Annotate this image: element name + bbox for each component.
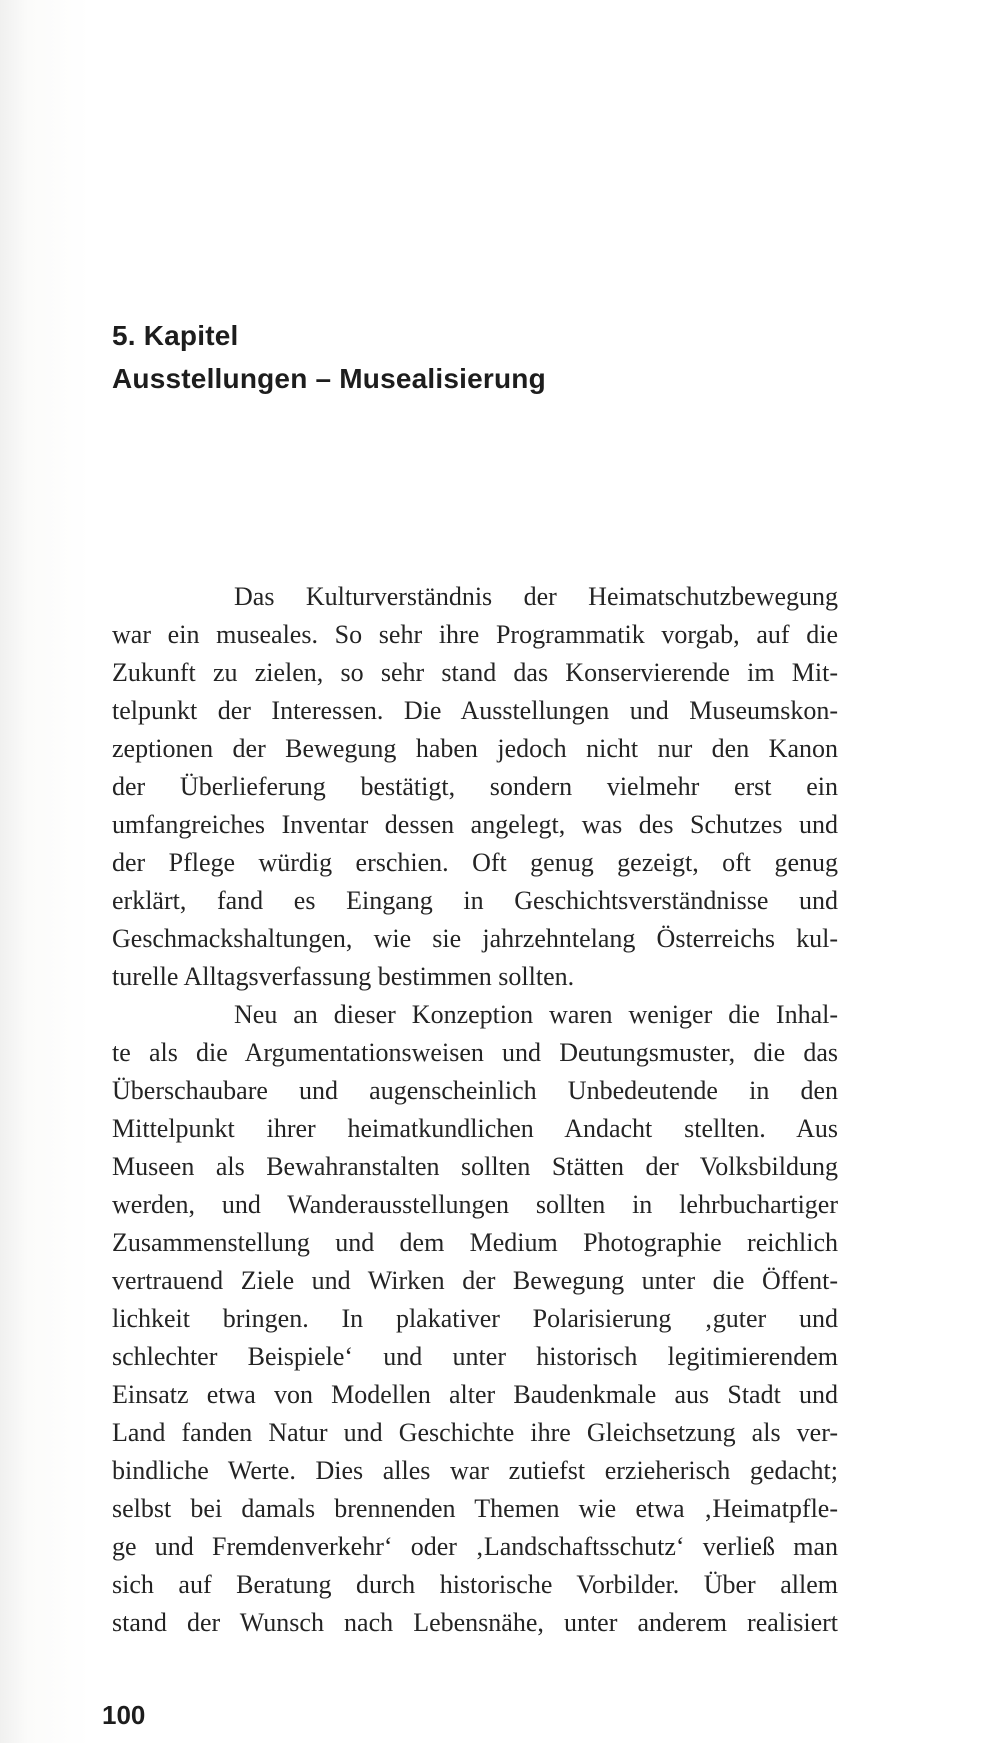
text-line: te als die Argumentationsweisen und Deutungsmuster, die das xyxy=(112,1038,838,1067)
text-line: Museen als Bewahranstalten sollten Stätten der Volksbildung xyxy=(112,1152,838,1181)
page-number: 100 xyxy=(102,1700,146,1730)
text-line: werden, und Wanderausstellungen sollten in lehrbuchartiger xyxy=(112,1190,838,1219)
chapter-heading xyxy=(112,314,546,400)
text-line: Überschaubare und augenscheinlich Unbedeutende in den xyxy=(112,1076,838,1105)
text-line: Land fanden Natur und Geschichte ihre Gleichsetzung als ver- xyxy=(112,1418,838,1447)
text-line: turelle Alltagsverfassung bestimmen sollten. xyxy=(112,962,575,991)
text-line: war ein museales. So sehr ihre Programmatik vorgab, auf die xyxy=(112,620,838,649)
text-line: vertrauend Ziele und Wirken der Bewegung unter die Öffent- xyxy=(112,1266,838,1295)
text-line: umfangreiches Inventar dessen angelegt, was des Schutzes und xyxy=(112,810,838,839)
text-line: schlechter Beispiele‘ und unter historisch legitimierendem xyxy=(112,1342,838,1371)
text-line: stand der Wunsch nach Lebensnähe, unter anderem realisiert xyxy=(112,1608,838,1637)
text-line: der Überlieferung bestätigt, sondern vielmehr erst ein xyxy=(112,772,838,801)
text-line: Zusammenstellung und dem Medium Photographie reichlich xyxy=(112,1228,838,1257)
text-line: lichkeit bringen. In plakativer Polarisierung ‚guter und xyxy=(112,1304,838,1333)
text-line: telpunkt der Interessen. Die Ausstellungen und Museumskon- xyxy=(112,696,838,725)
text-line: Mittelpunkt ihrer heimatkundlichen Andacht stellten. Aus xyxy=(112,1114,838,1143)
text-line: Einsatz etwa von Modellen alter Baudenkmale aus Stadt und xyxy=(112,1380,838,1409)
body-text xyxy=(112,578,838,1642)
chapter-number: 5. Kapitel xyxy=(112,320,239,351)
text-line: Geschmackshaltungen, wie sie jahrzehntelang Österreichs kul- xyxy=(112,924,838,953)
text-line: der Pflege würdig erschien. Oft genug gezeigt, oft genug xyxy=(112,848,838,877)
chapter-title: Ausstellungen – Musealisierung xyxy=(112,363,546,394)
text-line: sich auf Beratung durch historische Vorbilder. Über allem xyxy=(112,1570,838,1599)
text-line: Das Kulturverständnis der Heimatschutzbewegung xyxy=(234,582,838,611)
text-line: selbst bei damals brennenden Themen wie etwa ‚Heimatpfle- xyxy=(112,1494,838,1523)
text-line: bindliche Werte. Dies alles war zutiefst erzieherisch gedacht; xyxy=(112,1456,838,1485)
text-line: Zukunft zu zielen, so sehr stand das Konservierende im Mit- xyxy=(112,658,838,687)
text-line: ge und Fremdenverkehr‘ oder ‚Landschaftsschutz‘ verließ man xyxy=(112,1532,838,1561)
text-line: zeptionen der Bewegung haben jedoch nicht nur den Kanon xyxy=(112,734,838,763)
text-line: Neu an dieser Konzeption waren weniger die Inhal- xyxy=(234,1000,838,1029)
text-line: erklärt, fand es Eingang in Geschichtsverständnisse und xyxy=(112,886,838,915)
